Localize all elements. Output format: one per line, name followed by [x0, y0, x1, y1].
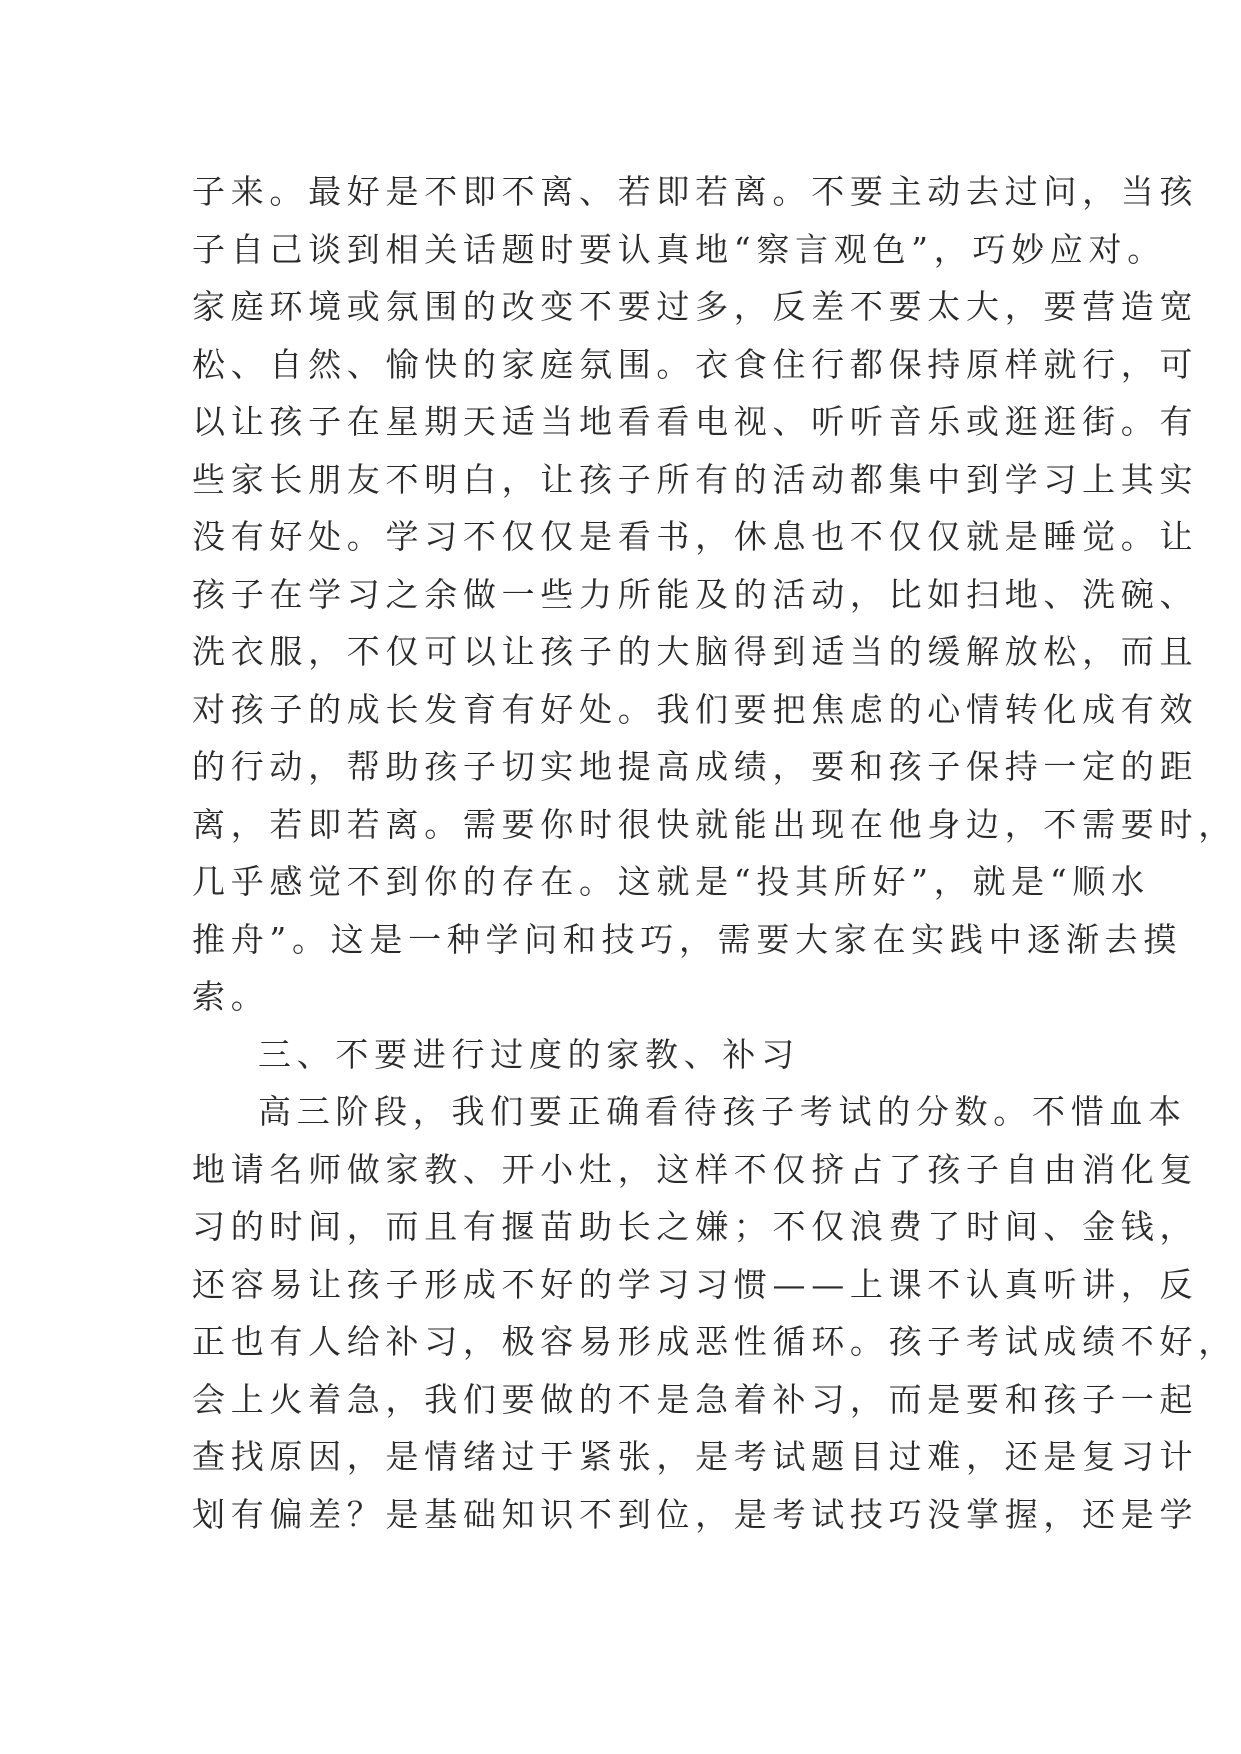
text-line: 查找原因，是情绪过于紧张，是考试题目过难，还是复习计 [192, 1437, 1199, 1476]
text-line: 子自己谈到相关话题时要认真地“察言观色”，巧妙应对。 [192, 229, 1166, 269]
text-line: 划有偏差？是基础知识不到位，是考试技巧没掌握，还是学 [192, 1494, 1199, 1534]
section-heading: 三、不要进行过度的家教、补习 [258, 1034, 800, 1074]
text-line: 洗衣服，不仅可以让孩子的大脑得到适当的缓解放松，而且 [192, 632, 1199, 671]
text-line: 松、自然、愉快的家庭氛围。衣食住行都保持原样就行，可 [192, 344, 1199, 384]
text-line: 索。 [192, 977, 270, 1016]
text-line: 正也有人给补习，极容易形成恶性循环。孩子考试成绩不好， [192, 1322, 1237, 1361]
text-line: 几乎感觉不到你的存在。这就是“投其所好”，就是“顺水 [192, 862, 1150, 901]
text-line: 还容易让孩子形成不好的学习习惯——上课不认真听讲，反 [192, 1264, 1199, 1304]
text-line: 离，若即若离。需要你时很快就能出现在他身边，不需要时， [192, 804, 1237, 844]
body-text [192, 163, 1237, 1543]
text-line: 会上火着急，我们要做的不是急着补习，而是要和孩子一起 [192, 1379, 1199, 1419]
text-line: 家庭环境或氛围的改变不要过多，反差不要太大，要营造宽 [192, 287, 1199, 326]
text-line: 子来。最好是不即不离、若即若离。不要主动去过问，当孩 [192, 172, 1199, 211]
text-line: 习的时间，而且有揠苗助长之嫌；不仅浪费了时间、金钱， [192, 1207, 1199, 1246]
text-line: 孩子在学习之余做一些力所能及的活动，比如扫地、洗碗、 [192, 574, 1199, 614]
text-line: 的行动，帮助孩子切实地提高成绩，要和孩子保持一定的距 [192, 747, 1199, 786]
text-line: 地请名师做家教、开小灶，这样不仅挤占了孩子自由消化复 [192, 1149, 1199, 1189]
text-line: 高三阶段，我们要正确看待孩子考试的分数。不惜血本 [258, 1092, 1187, 1131]
text-line: 推舟”。这是一种学问和技巧，需要大家在实践中逐渐去摸 [192, 919, 1183, 959]
text-line: 以让孩子在星期天适当地看看电视、听听音乐或逛逛街。有 [192, 402, 1199, 441]
text-line: 对孩子的成长发育有好处。我们要把焦虑的心情转化成有效 [192, 689, 1199, 729]
text-line: 没有好处。学习不仅仅是看书，休息也不仅仅就是睡觉。让 [192, 517, 1199, 556]
text-line: 些家长朋友不明白，让孩子所有的活动都集中到学习上其实 [192, 459, 1199, 499]
